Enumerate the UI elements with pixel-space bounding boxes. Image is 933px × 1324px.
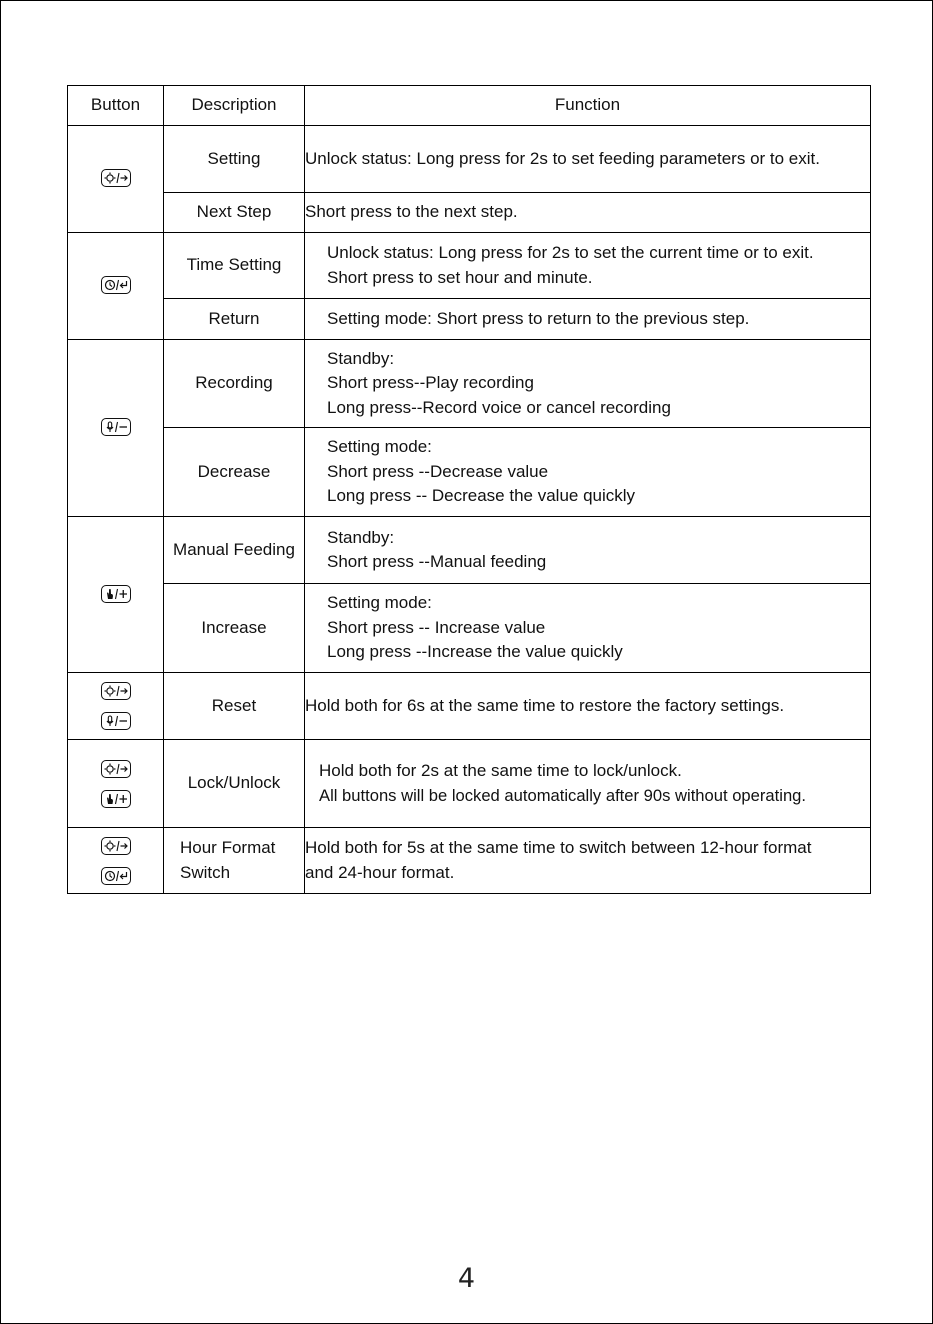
hand-plus-button-icon	[101, 585, 131, 603]
button-cell	[68, 340, 164, 517]
row-description: Return	[164, 299, 305, 340]
table-header-row	[68, 86, 871, 126]
function-line: Unlock status: Long press for 2s to set feeding parameters or to exit.	[305, 148, 820, 168]
row-function	[305, 673, 871, 740]
function-line: Setting mode:	[327, 437, 432, 457]
row-description	[164, 828, 305, 894]
row-description: Recording	[164, 340, 305, 428]
mic-minus-button-icon	[101, 712, 131, 730]
clock-return-button-icon	[101, 867, 131, 885]
row-description: Manual Feeding	[164, 517, 305, 584]
function-line: Short press--Play recording	[327, 373, 534, 393]
header-button: Button	[68, 86, 164, 126]
row-function	[305, 193, 871, 233]
table-row	[68, 673, 871, 740]
gear-arrow-button-icon	[101, 169, 131, 187]
gear-arrow-button-icon	[101, 682, 131, 700]
page-number: 4	[457, 1263, 476, 1294]
function-line: Hold both for 2s at the same time to lock/unlock.	[319, 761, 682, 780]
button-function-table	[67, 85, 871, 894]
row-description: Setting	[164, 126, 305, 193]
button-cell	[68, 673, 164, 740]
table-row	[68, 828, 871, 894]
description-line: Switch	[180, 862, 231, 882]
mic-minus-button-icon	[101, 418, 131, 436]
row-function	[305, 299, 871, 340]
clock-return-button-icon	[101, 276, 131, 294]
hand-plus-button-icon	[101, 790, 131, 808]
table-row	[68, 517, 871, 584]
function-line: All buttons will be locked automatically after 90s without operating.	[319, 785, 807, 805]
gear-arrow-button-icon	[101, 760, 131, 778]
function-line: Short press --Manual feeding	[327, 552, 547, 571]
function-line: Long press -- Decrease the value quickly	[327, 486, 636, 506]
row-function	[305, 428, 871, 517]
row-function	[305, 584, 871, 673]
function-line: Unlock status: Long press for 2s to set the current time or to exit.	[327, 243, 814, 262]
table-row	[68, 126, 871, 193]
table-row	[68, 428, 871, 517]
function-line: Long press--Record voice or cancel recording	[327, 397, 671, 417]
row-function	[305, 740, 871, 828]
function-line: Short press to the next step.	[305, 202, 518, 222]
button-cell	[68, 517, 164, 673]
function-line: Short press to set hour and minute.	[327, 267, 593, 287]
header-function: Function	[305, 86, 871, 126]
row-description: Increase	[164, 584, 305, 673]
function-line: Setting mode: Short press to return to the previous step.	[327, 308, 750, 328]
function-line: Hold both for 6s at the same time to restore the factory settings.	[305, 695, 785, 715]
row-function	[305, 340, 871, 428]
row-function	[305, 517, 871, 584]
button-cell	[68, 740, 164, 828]
row-description: Next Step	[164, 193, 305, 233]
table-row	[68, 584, 871, 673]
function-line: Hold both for 5s at the same time to switch between 12-hour format and 24-hour format.	[305, 838, 812, 882]
table-row	[68, 193, 871, 233]
row-description: Lock/Unlock	[164, 740, 305, 828]
row-function	[305, 828, 871, 894]
table-row	[68, 299, 871, 340]
row-description: Time Setting	[164, 233, 305, 299]
table-row	[68, 233, 871, 299]
table-row	[68, 740, 871, 828]
function-line: Setting mode:	[327, 593, 432, 613]
header-description: Description	[164, 86, 305, 126]
gear-arrow-button-icon	[101, 837, 131, 855]
row-function	[305, 126, 871, 193]
row-function	[305, 233, 871, 299]
table-row	[68, 340, 871, 428]
function-line: Short press --Decrease value	[327, 461, 549, 481]
button-cell	[68, 126, 164, 233]
function-line: Short press -- Increase value	[327, 617, 546, 637]
function-line: Standby:	[327, 348, 395, 368]
description-line: Hour Format	[180, 838, 276, 857]
button-cell	[68, 828, 164, 894]
function-line: Standby:	[327, 527, 395, 547]
function-line: Long press --Increase the value quickly	[327, 642, 623, 662]
button-cell	[68, 233, 164, 340]
row-description: Decrease	[164, 428, 305, 517]
row-description: Reset	[164, 673, 305, 740]
